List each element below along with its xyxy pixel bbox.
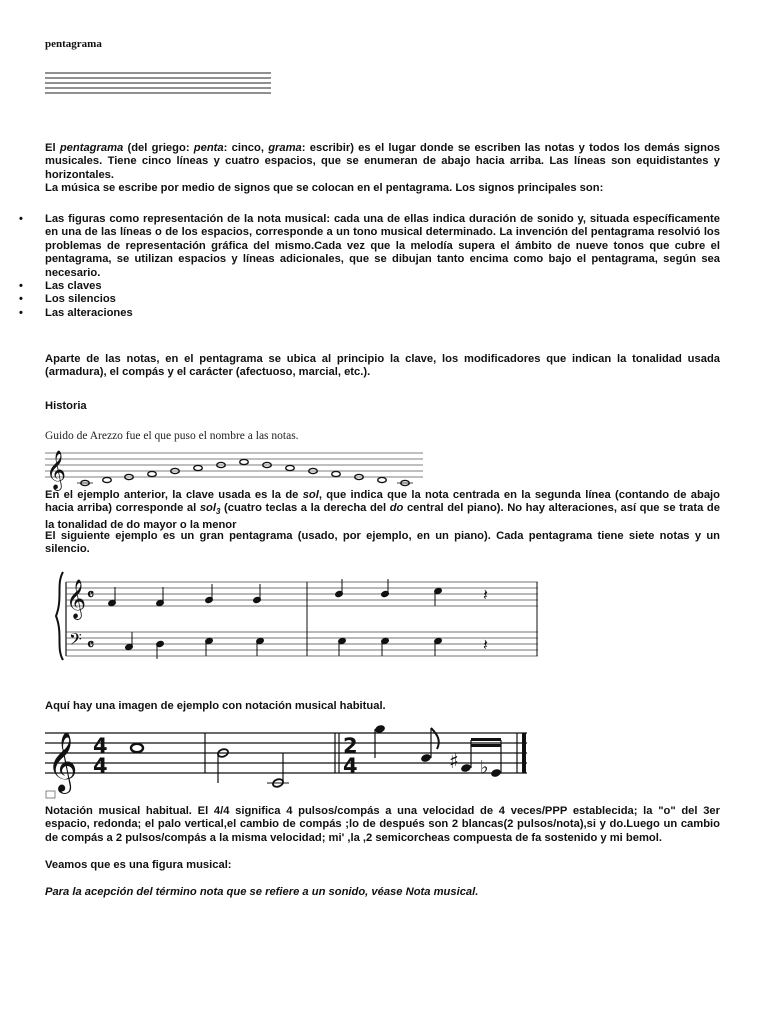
term-sol3 xyxy=(199,502,221,517)
scale-note xyxy=(332,471,341,476)
intro-paragraph xyxy=(45,142,720,182)
sixteenth-note xyxy=(490,768,502,778)
sixteenth-note xyxy=(460,763,472,773)
grand-staff-paragraph: El siguiente ejemplo es un gran pentagrama (usado, por ejemplo, en un piano). Cada pentagrama tiene siete notas y un silencio. xyxy=(45,530,720,556)
term-pentagrama: pentagrama xyxy=(59,142,124,154)
list-item xyxy=(19,293,720,306)
time-signature-bottom: 4 xyxy=(343,754,358,778)
subscript: 3 xyxy=(215,507,221,517)
example-paragraph xyxy=(45,489,720,532)
bullet-icon: • xyxy=(19,213,23,225)
section-heading-historia: Historia xyxy=(45,400,87,412)
scale-staff-figure xyxy=(45,445,425,491)
text-run: sol xyxy=(199,502,216,515)
term-do: do xyxy=(389,502,404,515)
quarter-rest-icon: 𝄽 xyxy=(483,585,488,604)
time-signature-bottom: 4 xyxy=(93,754,108,778)
apart-paragraph: Aparte de las notas, en el pentagrama se ubica al principio la clave, los modificadores que indican la tonalidad usada (armadura), el compás y el carácter (afectuoso, marcial, etc.). xyxy=(45,353,720,379)
notation-paragraph: Notación musical habitual. El 4/4 significa 4 pulsos/compás a una velocidad de 4 veces/PPP establecida; la "o" del 3er espacio, redonda; el palo vertical,el cambio de compás ;lo de después son 2 blancas(2 pulsos/nota),si y do.Luego un cambio de compás a 2 pulsos/compás a la misma velocidad; mi' ,la ,2 semicorcheas compuesta de fa sostenido y mi bemol. xyxy=(45,805,720,844)
treble-clef-icon: 𝄞 xyxy=(47,732,78,792)
time-signature-top: 2 xyxy=(343,734,358,758)
list-item xyxy=(19,306,720,320)
see-also-note: Para la acepción del término nota que se refiere a un sonido, véase Nota musical. xyxy=(45,886,479,898)
common-time-icon: 𝄴 xyxy=(87,635,95,654)
list-item-text: Las alteraciones xyxy=(45,306,133,319)
flat-icon: ♭ xyxy=(480,757,489,778)
intro-paragraph-2: La música se escribe por medio de signos que se colocan en el pentagrama. Los signos principales son: xyxy=(45,182,604,194)
bullet-icon: • xyxy=(19,306,23,319)
enlarge-icon[interactable] xyxy=(46,791,55,798)
text-run: (del griego: xyxy=(123,142,194,154)
guido-caption: Guido de Arezzo fue el que puso el nombre a las notas. xyxy=(45,430,299,442)
text-run: , que indica que la nota centrada en la segunda línea (contando de abajo hacia arriba) corresponde al xyxy=(45,489,720,515)
list-item xyxy=(19,280,720,293)
scale-note xyxy=(103,477,112,482)
scale-note xyxy=(286,465,295,470)
signs-list xyxy=(19,213,720,320)
common-time-icon: 𝄴 xyxy=(87,585,95,604)
bullet-icon: • xyxy=(19,293,23,306)
scale-note xyxy=(148,471,157,476)
bass-clef-icon: 𝄢 xyxy=(69,629,82,653)
brace-icon xyxy=(56,572,63,660)
figure-heading: Veamos que es una figura musical: xyxy=(45,859,232,871)
eighth-note xyxy=(420,753,432,763)
text-run: El xyxy=(45,142,60,154)
text-run: : cinco, xyxy=(223,142,269,154)
list-item-text: Las claves xyxy=(45,280,102,293)
notation-intro: Aquí hay una imagen de ejemplo con notación musical habitual. xyxy=(45,700,386,712)
scale-note xyxy=(194,465,203,470)
treble-clef-icon: 𝄞 xyxy=(66,579,87,619)
text-run: En el ejemplo anterior, la clave usada es la de xyxy=(45,489,303,501)
text-run: (cuatro teclas a la derecha del xyxy=(220,502,390,515)
text-run: : escribir) es el lugar donde se escriben las notas y todos los demás signos musicales. Tiene cinco líneas y cuatro espacios, que se enumeran de abajo hacia arriba. Las líneas son equidistantes y horizontales. xyxy=(45,142,721,181)
notation-example-figure xyxy=(45,713,530,799)
text-run: central del piano). No hay alteraciones, así que se trata de la tonalidad de do mayor o la menor xyxy=(45,502,720,532)
list-item-text: Las figuras como representación de la nota musical: cada una de ellas indica duración de sonido y, situada específicamente en una de las líneas o de los espacios, corresponde a un tono musical determinado. La invención del pentagrama resolvió los problemas de representación gráfica del mismo.Cada vez que la melodía supera el ámbito de nueve tonos que cubre el pentagrama, se utilizan espacios y líneas adicionales, que se dibujan tanto encima como bajo el pentagrama, según sea necesario. xyxy=(45,213,720,279)
bass-notes xyxy=(125,632,443,659)
list-item xyxy=(19,213,720,280)
scale-note xyxy=(240,459,249,464)
grand-staff-figure xyxy=(55,568,541,664)
scale-notes xyxy=(77,459,413,485)
bullet-icon: • xyxy=(19,280,23,293)
whole-note xyxy=(131,744,143,752)
term-grama: grama xyxy=(268,142,302,154)
sixteenth-beam xyxy=(471,744,501,747)
time-signature-top: 4 xyxy=(93,734,108,758)
term-sol: sol xyxy=(302,489,319,501)
term-penta: penta xyxy=(193,142,224,154)
list-item-text: Los silencios xyxy=(45,293,116,306)
quarter-rest-icon: 𝄽 xyxy=(483,635,488,654)
page-heading: pentagrama xyxy=(45,38,102,50)
sixteenth-beam xyxy=(471,738,501,741)
final-barline xyxy=(522,733,526,773)
empty-staff-illustration xyxy=(45,72,273,96)
treble-clef-icon: 𝄞 xyxy=(46,450,67,490)
treble-notes xyxy=(108,579,443,607)
sharp-icon: ♯ xyxy=(449,749,459,773)
scale-note xyxy=(378,477,387,482)
